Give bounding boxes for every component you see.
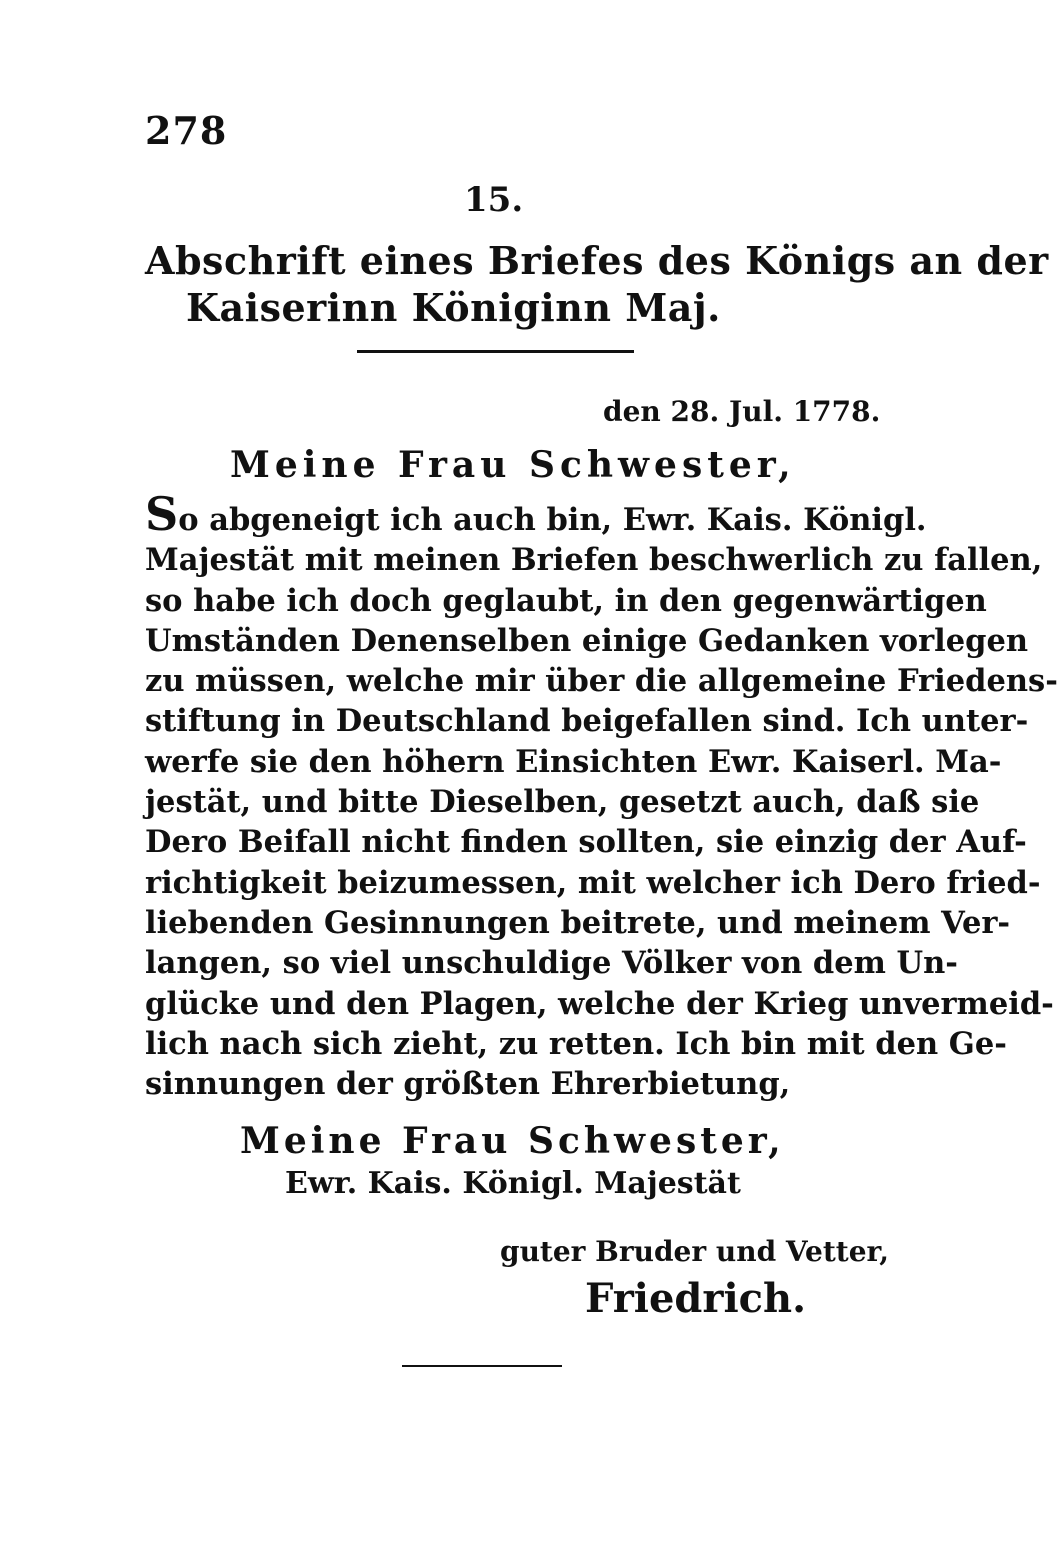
body-line: zu müssen, welche mir über die allgemeine Friedens- [145, 663, 1058, 700]
body-line: so habe ich doch geglaubt, in den gegenwärtigen [145, 582, 987, 619]
body-line: Majestät mit meinen Briefen beschwerlich zu fallen, [145, 542, 1043, 579]
body-line: stiftung in Deutschland beigefallen sind. Ich unter- [145, 703, 1029, 740]
body-line: Dero Beifall nicht finden sollten, sie einzig der Auf- [145, 824, 1027, 861]
body-line: richtigkeit beizumessen, mit welcher ich Dero fried- [145, 864, 1041, 901]
letter-number: 15. [464, 180, 524, 220]
bottom-divider-rule [402, 1365, 562, 1367]
body-line: lich nach sich zieht, zu retten. Ich bin mit den Ge- [145, 1025, 1007, 1062]
body-line: liebenden Gesinnungen beitrete, und meinem Ver- [145, 904, 1011, 941]
body-line: sinnungen der größten Ehrerbietung, [145, 1066, 791, 1103]
drop-cap: S [145, 487, 179, 541]
closing-address: Ewr. Kais. Königl. Majestät [285, 1166, 741, 1201]
body-line: glücke und den Plagen, welche der Krieg unvermeid- [145, 985, 1054, 1022]
closing-relation: guter Bruder und Vetter, [500, 1235, 890, 1268]
salutation: Meine Frau Schwester, [230, 444, 796, 486]
page-number: 278 [145, 108, 228, 153]
body-line: Umständen Denenselben einige Gedanken vorlegen [145, 622, 1029, 659]
letter-date: den 28. Jul. 1778. [603, 395, 881, 428]
letter-title-line-2: Kaiserinn Königinn Maj. [186, 285, 721, 330]
body-line: langen, so viel unschuldige Völker von dem Un- [145, 945, 958, 982]
body-line: werfe sie den höhern Einsichten Ewr. Kaiserl. Ma- [145, 743, 1002, 780]
letter-title-line-1: Abschrift eines Briefes des Königs an der [145, 238, 1049, 283]
top-divider-rule [357, 350, 634, 353]
letter-body [145, 487, 1058, 1104]
body-line: jestät, und bitte Dieselben, gesetzt auch, daß sie [145, 784, 980, 821]
signature-name: Friedrich. [585, 1275, 807, 1322]
closing-salutation: Meine Frau Schwester, [240, 1120, 785, 1162]
body-line: So abgeneigt ich auch bin, Ewr. Kais. Königl. [145, 487, 927, 541]
